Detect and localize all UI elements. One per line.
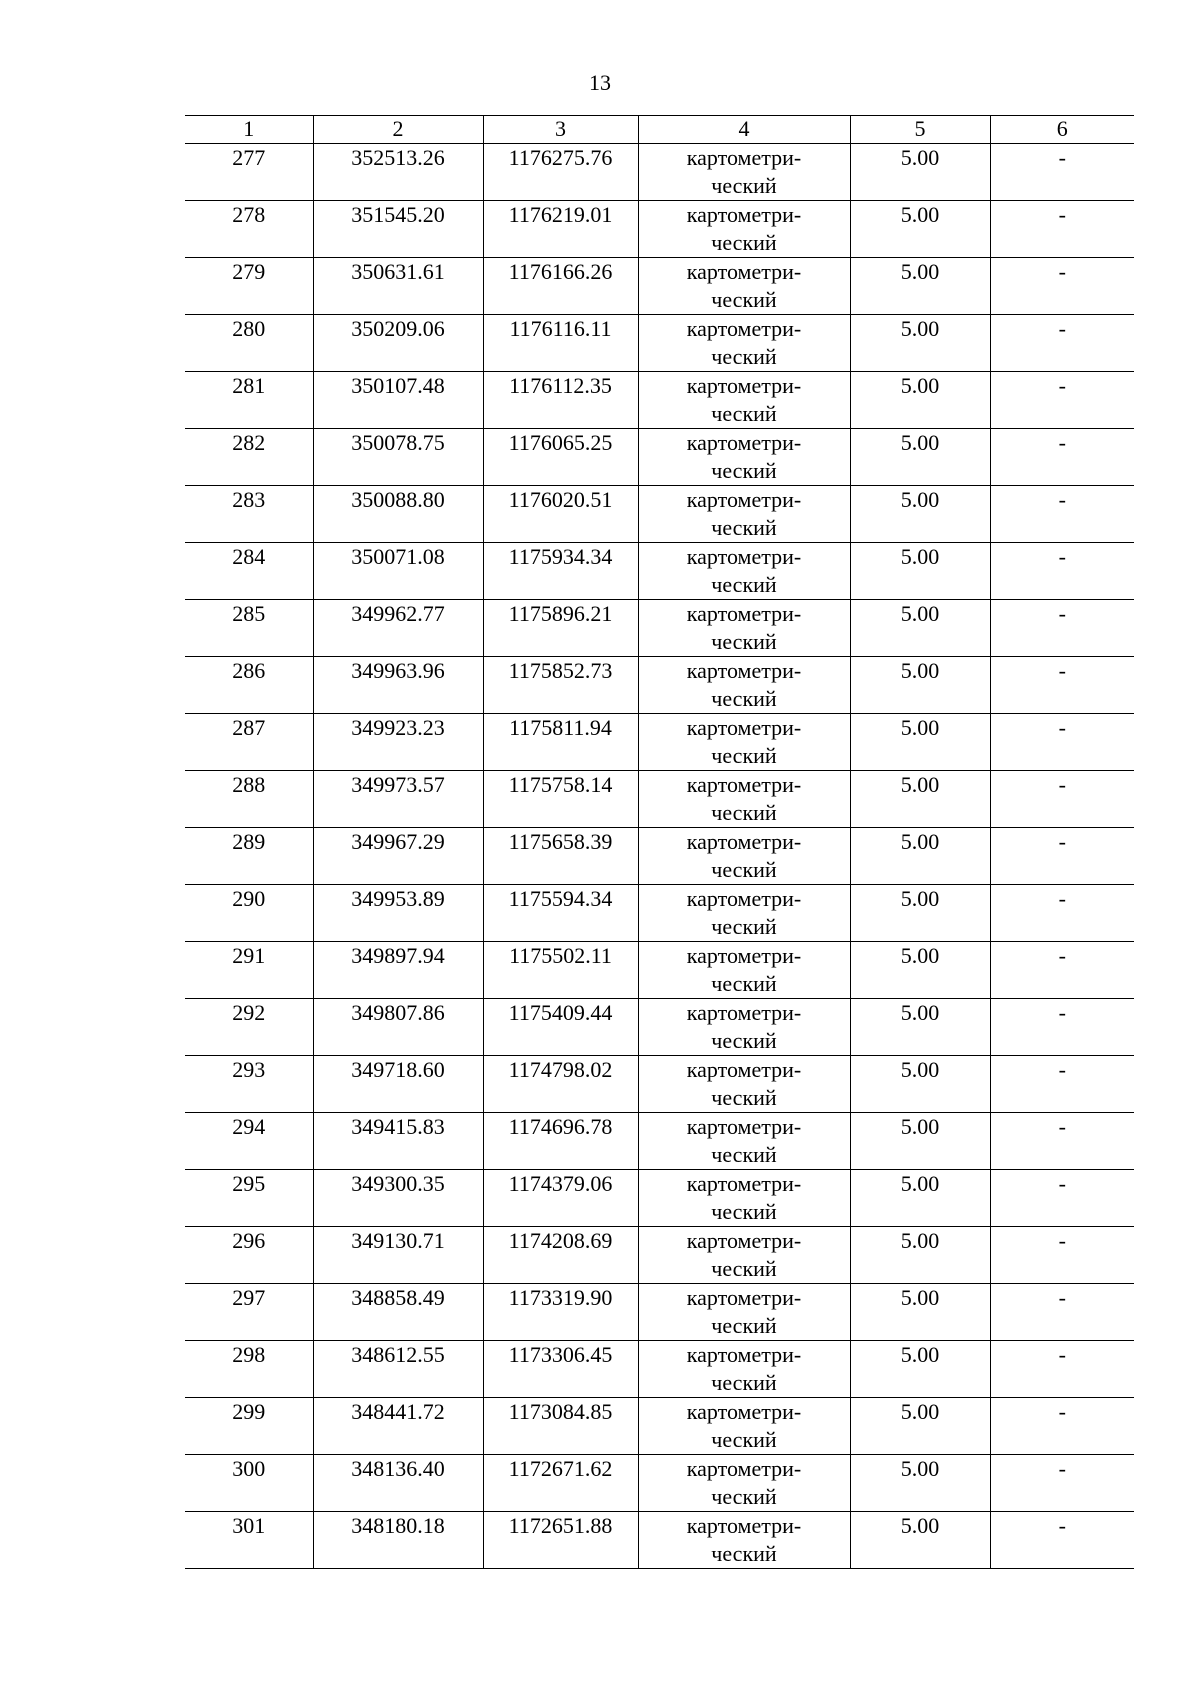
table-row xyxy=(185,1284,1134,1341)
x-coordinate-cell: 352513.26 xyxy=(313,144,483,201)
table-row xyxy=(185,771,1134,828)
x-coordinate-cell: 349963.96 xyxy=(313,657,483,714)
table-row xyxy=(185,315,1134,372)
header-row xyxy=(185,116,1134,144)
note-cell: - xyxy=(990,1341,1134,1398)
table-row xyxy=(185,429,1134,486)
table-row xyxy=(185,1113,1134,1170)
x-coordinate-cell: 350071.08 xyxy=(313,543,483,600)
method-text-line: картометри- xyxy=(686,430,802,455)
method-cell xyxy=(638,600,850,657)
accuracy-cell: 5.00 xyxy=(850,942,990,999)
table-row xyxy=(185,1398,1134,1455)
table-row xyxy=(185,1056,1134,1113)
method-cell xyxy=(638,657,850,714)
method-text-line: ческий xyxy=(711,1085,777,1110)
method-text-line: картометри- xyxy=(686,259,802,284)
accuracy-cell: 5.00 xyxy=(850,372,990,429)
point-number-cell: 295 xyxy=(185,1170,313,1227)
method-text-line: ческий xyxy=(711,458,777,483)
note-cell: - xyxy=(990,1398,1134,1455)
point-number-cell: 298 xyxy=(185,1341,313,1398)
point-number-cell: 294 xyxy=(185,1113,313,1170)
y-coordinate-cell: 1172671.62 xyxy=(483,1455,638,1512)
accuracy-cell: 5.00 xyxy=(850,144,990,201)
y-coordinate-cell: 1173306.45 xyxy=(483,1341,638,1398)
method-cell xyxy=(638,543,850,600)
method-cell xyxy=(638,1113,850,1170)
y-coordinate-cell: 1176065.25 xyxy=(483,429,638,486)
x-coordinate-cell: 349962.77 xyxy=(313,600,483,657)
point-number-cell: 282 xyxy=(185,429,313,486)
note-cell: - xyxy=(990,201,1134,258)
x-coordinate-cell: 349130.71 xyxy=(313,1227,483,1284)
column-header: 4 xyxy=(638,116,850,144)
method-cell xyxy=(638,828,850,885)
accuracy-cell: 5.00 xyxy=(850,1170,990,1227)
x-coordinate-cell: 349807.86 xyxy=(313,999,483,1056)
method-text-line: ческий xyxy=(711,857,777,882)
method-text-line: картометри- xyxy=(686,1057,802,1082)
note-cell: - xyxy=(990,543,1134,600)
point-number-cell: 286 xyxy=(185,657,313,714)
method-cell xyxy=(638,1512,850,1569)
method-text-line: ческий xyxy=(711,1142,777,1167)
point-number-cell: 277 xyxy=(185,144,313,201)
accuracy-cell: 5.00 xyxy=(850,201,990,258)
method-text-line: ческий xyxy=(711,686,777,711)
y-coordinate-cell: 1176020.51 xyxy=(483,486,638,543)
table-row xyxy=(185,942,1134,999)
method-text-line: картометри- xyxy=(686,145,802,170)
x-coordinate-cell: 349953.89 xyxy=(313,885,483,942)
point-number-cell: 292 xyxy=(185,999,313,1056)
coordinates-table xyxy=(185,115,1134,1569)
x-coordinate-cell: 348612.55 xyxy=(313,1341,483,1398)
method-text-line: картометри- xyxy=(686,373,802,398)
column-header: 1 xyxy=(185,116,313,144)
table-row xyxy=(185,201,1134,258)
point-number-cell: 280 xyxy=(185,315,313,372)
note-cell: - xyxy=(990,771,1134,828)
note-cell: - xyxy=(990,828,1134,885)
note-cell: - xyxy=(990,315,1134,372)
table-row xyxy=(185,372,1134,429)
method-cell xyxy=(638,315,850,372)
accuracy-cell: 5.00 xyxy=(850,600,990,657)
method-text-line: картометри- xyxy=(686,1114,802,1139)
y-coordinate-cell: 1174208.69 xyxy=(483,1227,638,1284)
method-text-line: ческий xyxy=(711,230,777,255)
x-coordinate-cell: 350209.06 xyxy=(313,315,483,372)
y-coordinate-cell: 1174696.78 xyxy=(483,1113,638,1170)
accuracy-cell: 5.00 xyxy=(850,315,990,372)
method-text-line: картометри- xyxy=(686,1000,802,1025)
method-cell xyxy=(638,258,850,315)
table-row xyxy=(185,258,1134,315)
method-text-line: картометри- xyxy=(686,1285,802,1310)
method-text-line: картометри- xyxy=(686,772,802,797)
accuracy-cell: 5.00 xyxy=(850,1056,990,1113)
method-cell xyxy=(638,1227,850,1284)
y-coordinate-cell: 1175409.44 xyxy=(483,999,638,1056)
column-header: 5 xyxy=(850,116,990,144)
note-cell: - xyxy=(990,258,1134,315)
point-number-cell: 278 xyxy=(185,201,313,258)
method-text-line: ческий xyxy=(711,1427,777,1452)
note-cell: - xyxy=(990,999,1134,1056)
note-cell: - xyxy=(990,942,1134,999)
y-coordinate-cell: 1176116.11 xyxy=(483,315,638,372)
method-text-line: ческий xyxy=(711,572,777,597)
table-row xyxy=(185,1170,1134,1227)
method-text-line: картометри- xyxy=(686,601,802,626)
column-header: 2 xyxy=(313,116,483,144)
point-number-cell: 300 xyxy=(185,1455,313,1512)
note-cell: - xyxy=(990,1113,1134,1170)
method-cell xyxy=(638,714,850,771)
method-cell xyxy=(638,885,850,942)
method-text-line: ческий xyxy=(711,971,777,996)
x-coordinate-cell: 349973.57 xyxy=(313,771,483,828)
table-row xyxy=(185,144,1134,201)
y-coordinate-cell: 1176112.35 xyxy=(483,372,638,429)
note-cell: - xyxy=(990,885,1134,942)
point-number-cell: 290 xyxy=(185,885,313,942)
method-text-line: ческий xyxy=(711,1313,777,1338)
x-coordinate-cell: 350107.48 xyxy=(313,372,483,429)
method-text-line: ческий xyxy=(711,515,777,540)
point-number-cell: 285 xyxy=(185,600,313,657)
y-coordinate-cell: 1175934.34 xyxy=(483,543,638,600)
y-coordinate-cell: 1174379.06 xyxy=(483,1170,638,1227)
method-text-line: картометри- xyxy=(686,715,802,740)
point-number-cell: 287 xyxy=(185,714,313,771)
accuracy-cell: 5.00 xyxy=(850,1512,990,1569)
x-coordinate-cell: 349718.60 xyxy=(313,1056,483,1113)
x-coordinate-cell: 349967.29 xyxy=(313,828,483,885)
method-cell xyxy=(638,429,850,486)
x-coordinate-cell: 350078.75 xyxy=(313,429,483,486)
method-text-line: картометри- xyxy=(686,202,802,227)
method-cell xyxy=(638,1455,850,1512)
point-number-cell: 301 xyxy=(185,1512,313,1569)
y-coordinate-cell: 1173319.90 xyxy=(483,1284,638,1341)
method-cell xyxy=(638,201,850,258)
method-cell xyxy=(638,999,850,1056)
point-number-cell: 296 xyxy=(185,1227,313,1284)
x-coordinate-cell: 348441.72 xyxy=(313,1398,483,1455)
method-text-line: картометри- xyxy=(686,544,802,569)
y-coordinate-cell: 1176166.26 xyxy=(483,258,638,315)
accuracy-cell: 5.00 xyxy=(850,999,990,1056)
table-row xyxy=(185,486,1134,543)
table-row xyxy=(185,1512,1134,1569)
column-header: 6 xyxy=(990,116,1134,144)
point-number-cell: 288 xyxy=(185,771,313,828)
method-cell xyxy=(638,1284,850,1341)
x-coordinate-cell: 349415.83 xyxy=(313,1113,483,1170)
table-row xyxy=(185,885,1134,942)
method-text-line: картометри- xyxy=(686,1456,802,1481)
note-cell: - xyxy=(990,1170,1134,1227)
method-text-line: ческий xyxy=(711,344,777,369)
accuracy-cell: 5.00 xyxy=(850,1284,990,1341)
x-coordinate-cell: 349300.35 xyxy=(313,1170,483,1227)
y-coordinate-cell: 1176219.01 xyxy=(483,201,638,258)
y-coordinate-cell: 1175658.39 xyxy=(483,828,638,885)
x-coordinate-cell: 350088.80 xyxy=(313,486,483,543)
method-cell xyxy=(638,771,850,828)
table-row xyxy=(185,657,1134,714)
y-coordinate-cell: 1172651.88 xyxy=(483,1512,638,1569)
method-cell xyxy=(638,942,850,999)
accuracy-cell: 5.00 xyxy=(850,1341,990,1398)
note-cell: - xyxy=(990,429,1134,486)
table-row xyxy=(185,999,1134,1056)
x-coordinate-cell: 349923.23 xyxy=(313,714,483,771)
point-number-cell: 299 xyxy=(185,1398,313,1455)
y-coordinate-cell: 1176275.76 xyxy=(483,144,638,201)
point-number-cell: 284 xyxy=(185,543,313,600)
note-cell: - xyxy=(990,1227,1134,1284)
method-text-line: ческий xyxy=(711,1484,777,1509)
y-coordinate-cell: 1175502.11 xyxy=(483,942,638,999)
method-text-line: ческий xyxy=(711,914,777,939)
method-cell xyxy=(638,1398,850,1455)
accuracy-cell: 5.00 xyxy=(850,543,990,600)
method-cell xyxy=(638,144,850,201)
note-cell: - xyxy=(990,1455,1134,1512)
accuracy-cell: 5.00 xyxy=(850,1398,990,1455)
method-text-line: картометри- xyxy=(686,829,802,854)
note-cell: - xyxy=(990,714,1134,771)
point-number-cell: 291 xyxy=(185,942,313,999)
method-cell xyxy=(638,486,850,543)
table-body xyxy=(185,144,1134,1569)
method-text-line: картометри- xyxy=(686,1342,802,1367)
accuracy-cell: 5.00 xyxy=(850,771,990,828)
x-coordinate-cell: 348858.49 xyxy=(313,1284,483,1341)
method-text-line: ческий xyxy=(711,743,777,768)
accuracy-cell: 5.00 xyxy=(850,258,990,315)
method-text-line: ческий xyxy=(711,1199,777,1224)
method-text-line: картометри- xyxy=(686,1513,802,1538)
method-text-line: ческий xyxy=(711,800,777,825)
method-cell xyxy=(638,372,850,429)
table-row xyxy=(185,1227,1134,1284)
y-coordinate-cell: 1175594.34 xyxy=(483,885,638,942)
y-coordinate-cell: 1175896.21 xyxy=(483,600,638,657)
note-cell: - xyxy=(990,1056,1134,1113)
note-cell: - xyxy=(990,486,1134,543)
method-text-line: картометри- xyxy=(686,316,802,341)
y-coordinate-cell: 1174798.02 xyxy=(483,1056,638,1113)
method-text-line: картометри- xyxy=(686,1171,802,1196)
method-text-line: ческий xyxy=(711,629,777,654)
table-row xyxy=(185,600,1134,657)
method-text-line: ческий xyxy=(711,1256,777,1281)
accuracy-cell: 5.00 xyxy=(850,657,990,714)
method-text-line: картометри- xyxy=(686,1228,802,1253)
table-row xyxy=(185,828,1134,885)
method-text-line: картометри- xyxy=(686,886,802,911)
y-coordinate-cell: 1175811.94 xyxy=(483,714,638,771)
table-row xyxy=(185,1455,1134,1512)
point-number-cell: 297 xyxy=(185,1284,313,1341)
table-row xyxy=(185,543,1134,600)
method-text-line: ческий xyxy=(711,1370,777,1395)
method-text-line: ческий xyxy=(711,1028,777,1053)
x-coordinate-cell: 349897.94 xyxy=(313,942,483,999)
method-text-line: ческий xyxy=(711,401,777,426)
table-row xyxy=(185,714,1134,771)
method-text-line: картометри- xyxy=(686,487,802,512)
note-cell: - xyxy=(990,1284,1134,1341)
accuracy-cell: 5.00 xyxy=(850,1455,990,1512)
method-text-line: картометри- xyxy=(686,658,802,683)
method-text-line: ческий xyxy=(711,287,777,312)
method-cell xyxy=(638,1170,850,1227)
point-number-cell: 283 xyxy=(185,486,313,543)
y-coordinate-cell: 1173084.85 xyxy=(483,1398,638,1455)
note-cell: - xyxy=(990,657,1134,714)
accuracy-cell: 5.00 xyxy=(850,429,990,486)
column-header: 3 xyxy=(483,116,638,144)
y-coordinate-cell: 1175758.14 xyxy=(483,771,638,828)
note-cell: - xyxy=(990,372,1134,429)
note-cell: - xyxy=(990,600,1134,657)
accuracy-cell: 5.00 xyxy=(850,486,990,543)
accuracy-cell: 5.00 xyxy=(850,1113,990,1170)
method-cell xyxy=(638,1341,850,1398)
point-number-cell: 279 xyxy=(185,258,313,315)
method-cell xyxy=(638,1056,850,1113)
x-coordinate-cell: 348136.40 xyxy=(313,1455,483,1512)
y-coordinate-cell: 1175852.73 xyxy=(483,657,638,714)
table-row xyxy=(185,1341,1134,1398)
note-cell: - xyxy=(990,144,1134,201)
point-number-cell: 289 xyxy=(185,828,313,885)
table-header xyxy=(185,116,1134,144)
x-coordinate-cell: 351545.20 xyxy=(313,201,483,258)
method-text-line: картометри- xyxy=(686,943,802,968)
accuracy-cell: 5.00 xyxy=(850,885,990,942)
accuracy-cell: 5.00 xyxy=(850,1227,990,1284)
method-text-line: ческий xyxy=(711,173,777,198)
accuracy-cell: 5.00 xyxy=(850,714,990,771)
x-coordinate-cell: 350631.61 xyxy=(313,258,483,315)
method-text-line: картометри- xyxy=(686,1399,802,1424)
point-number-cell: 281 xyxy=(185,372,313,429)
point-number-cell: 293 xyxy=(185,1056,313,1113)
accuracy-cell: 5.00 xyxy=(850,828,990,885)
x-coordinate-cell: 348180.18 xyxy=(313,1512,483,1569)
note-cell: - xyxy=(990,1512,1134,1569)
page-number: 13 xyxy=(589,70,611,95)
method-text-line: ческий xyxy=(711,1541,777,1566)
